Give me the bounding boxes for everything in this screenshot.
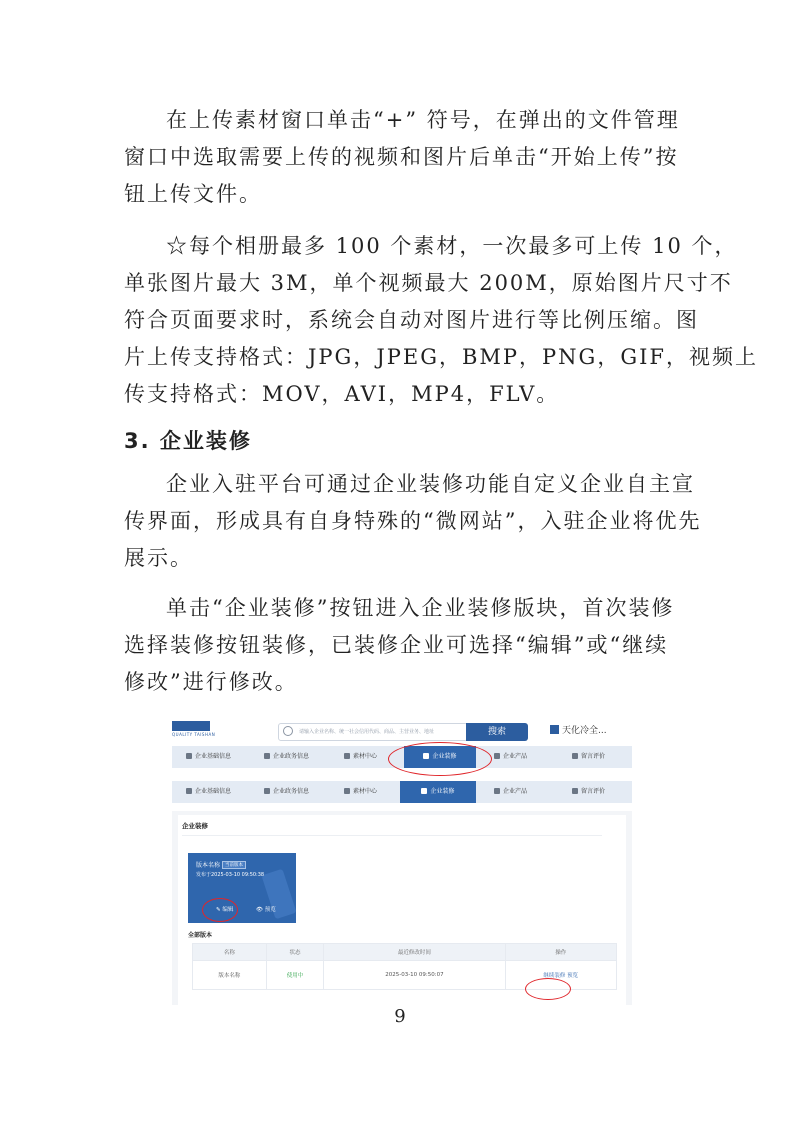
text-line: 窗口中选取需要上传的视频和图片后单击“开始上传”按 — [124, 145, 679, 169]
paragraph-upload-steps — [124, 102, 684, 213]
text-line: 在上传素材窗口单击“+” 符号，在弹出的文件管理 — [166, 108, 680, 132]
highlight-circle — [388, 742, 492, 776]
paragraph-decoration-steps — [124, 590, 684, 701]
comment-icon — [572, 753, 578, 759]
user-icon — [550, 725, 559, 734]
text-line: 选择装修按钮装修，已装修企业可选择“编辑”或“继续 — [124, 633, 669, 657]
decoration-panel — [178, 815, 626, 1005]
nav-item-products[interactable]: 企业产品 — [494, 781, 527, 803]
cell-time: 2025-03-10 09:50:07 — [324, 961, 505, 990]
text-line: 片上传支持格式：JPG，JPEG，BMP，PNG，GIF，视频上 — [124, 345, 758, 369]
image-icon — [344, 788, 350, 794]
document-icon — [264, 753, 270, 759]
site-logo — [172, 721, 210, 731]
text-line: 单张图片最大 3M，单个视频最大 200M，原始图片尺寸不 — [124, 271, 733, 295]
brush-icon — [421, 788, 427, 794]
top-bar — [172, 715, 632, 743]
nav-item-materials[interactable]: 素材中心 — [344, 746, 377, 768]
nav-bar — [172, 781, 632, 803]
text-line: 符合页面要求时，系统会自动对图片进行等比例压缩。图 — [124, 308, 699, 332]
product-icon — [494, 788, 500, 794]
continue-decoration-link[interactable]: 继续装修 — [543, 973, 566, 979]
comment-icon — [572, 788, 578, 794]
search-icon — [283, 726, 293, 736]
nav-item-reviews[interactable]: 留言评价 — [572, 781, 605, 803]
nav-item-materials[interactable]: 素材中心 — [344, 781, 377, 803]
search-placeholder: 请输入企业名称、统一社会信用代码、商品、主营业务、地址 — [299, 729, 435, 735]
logo-subtitle: QUALITY TAISHAN — [172, 732, 216, 737]
text-line: 展示。 — [124, 546, 193, 570]
current-version-tag: 当前版本 — [222, 861, 246, 869]
search-input[interactable] — [278, 723, 468, 741]
document-icon — [186, 753, 192, 759]
section-heading: 3. 企业装修 — [124, 429, 252, 453]
text-line: 传支持格式：MOV，AVI，MP4，FLV。 — [124, 382, 560, 406]
cell-name: 版本名称 — [193, 961, 267, 990]
edit-button[interactable]: ✎ 编辑 — [216, 907, 234, 913]
document-icon — [264, 788, 270, 794]
paragraph-upload-limits — [124, 228, 758, 413]
all-versions-title: 全部版本 — [188, 932, 213, 939]
nav-item-basic-info[interactable]: 企业基础信息 — [186, 781, 231, 803]
highlight-circle — [525, 978, 571, 1000]
embedded-screenshot — [172, 715, 632, 1005]
search-button[interactable]: 搜索 — [466, 723, 528, 741]
version-name: 版本名称 当前版本 — [196, 860, 246, 869]
nav-item-gov-info[interactable]: 企业政务信息 — [264, 746, 309, 768]
content-area — [172, 811, 632, 1005]
user-menu[interactable] — [550, 723, 607, 736]
paragraph-decoration-intro — [124, 466, 702, 577]
cell-status: 使用中 — [266, 961, 324, 990]
nav-item-products[interactable]: 企业产品 — [494, 746, 527, 768]
image-icon — [344, 753, 350, 759]
nav-item-decoration[interactable]: 企业装修 — [404, 746, 476, 768]
preview-link[interactable]: 预览 — [567, 973, 579, 979]
text-line: 修改”进行修改。 — [124, 670, 298, 694]
document-icon — [186, 788, 192, 794]
user-name: 天化冷全... — [562, 726, 607, 736]
divider — [182, 835, 602, 836]
preview-button[interactable]: 👁 预览 — [256, 907, 276, 913]
nav-item-decoration[interactable]: 企业装修 — [400, 781, 476, 803]
highlight-circle — [202, 898, 238, 922]
nav-item-reviews[interactable]: 留言评价 — [572, 746, 605, 768]
nav-item-gov-info[interactable]: 企业政务信息 — [264, 781, 309, 803]
page-number: 9 — [394, 1006, 406, 1027]
panel-title: 企业装修 — [182, 822, 208, 830]
column-header: 操作 — [505, 944, 616, 961]
publish-date: 发布于2025-03-10 09:50:38 — [196, 872, 265, 878]
text-line: 传界面，形成具有自身特殊的“微网站”，入驻企业将优先 — [124, 509, 702, 533]
text-line: ☆每个相册最多 100 个素材，一次最多可上传 10 个， — [166, 234, 738, 258]
text-line: 钮上传文件。 — [124, 182, 262, 206]
nav-item-basic-info[interactable]: 企业基础信息 — [186, 746, 231, 768]
column-header: 名称 — [193, 944, 267, 961]
text-line: 企业入驻平台可通过企业装修功能自定义企业自主宣 — [166, 472, 695, 496]
column-header: 最近修改时间 — [324, 944, 505, 961]
column-header: 状态 — [266, 944, 324, 961]
product-icon — [494, 753, 500, 759]
text-line: 单击“企业装修”按钮进入企业装修版块，首次装修 — [166, 596, 675, 620]
